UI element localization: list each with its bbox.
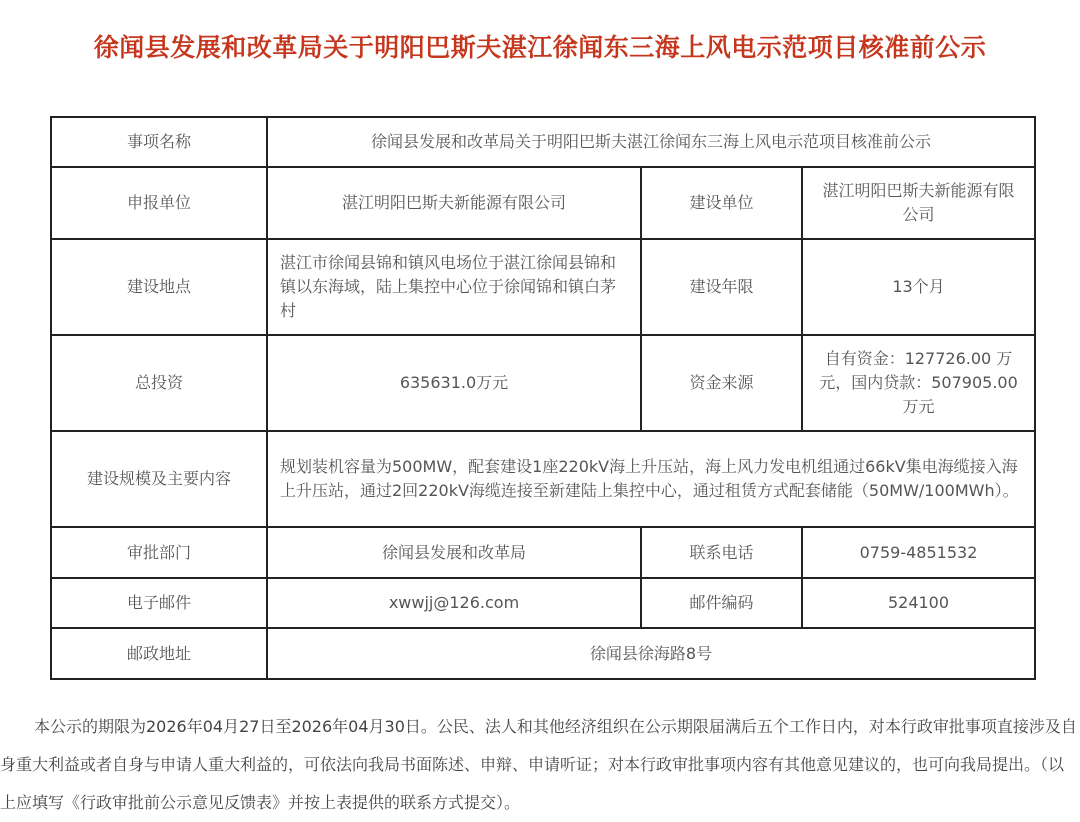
period: 13个月	[802, 239, 1035, 335]
label-applicant: 申报单位	[51, 167, 267, 239]
label-phone: 联系电话	[641, 527, 802, 578]
investment: 635631.0万元	[267, 335, 641, 431]
funding: 自有资金：127726.00 万元，国内贷款：507905.00 万元	[802, 335, 1035, 431]
label-period: 建设年限	[641, 239, 802, 335]
applicant: 湛江明阳巴斯夫新能源有限公司	[267, 167, 641, 239]
scope: 规划装机容量为500MW，配套建设1座220kV海上升压站，海上风力发电机组通过66kV集电海缆接入海上升压站，通过2回220kV海缆连接至新建陆上集控中心，通过租赁方式配套储能（50MW/100MWh）。	[267, 431, 1035, 527]
label-zip: 邮件编码	[641, 578, 802, 628]
item-name: 徐闻县发展和改革局关于明阳巴斯夫湛江徐闻东三海上风电示范项目核准前公示	[267, 117, 1035, 167]
label-funding: 资金来源	[641, 335, 802, 431]
email: xwwjj@126.com	[267, 578, 641, 628]
label-dept: 审批部门	[51, 527, 267, 578]
phone: 0759-4851532	[802, 527, 1035, 578]
builder: 湛江明阳巴斯夫新能源有限公司	[802, 167, 1035, 239]
label-investment: 总投资	[51, 335, 267, 431]
label-location: 建设地点	[51, 239, 267, 335]
location: 湛江市徐闻县锦和镇风电场位于湛江徐闻县锦和镇以东海域，陆上集控中心位于徐闻锦和镇白茅村	[267, 239, 641, 335]
address: 徐闻县徐海路8号	[267, 628, 1035, 679]
page-title: 徐闻县发展和改革局关于明阳巴斯夫湛江徐闻东三海上风电示范项目核准前公示	[93, 33, 987, 62]
info-table	[50, 116, 1036, 680]
dept: 徐闻县发展和改革局	[267, 527, 641, 578]
label-item-name: 事项名称	[51, 117, 267, 167]
label-builder: 建设单位	[641, 167, 802, 239]
notice-paragraph: 本公示的期限为2026年04月27日至2026年04月30日。公民、法人和其他经济组织在公示期限届满后五个工作日内，对本行政审批事项直接涉及自身重大利益或者自身与申请人重大利益的，可依法向我局书面陈述、申辩、申请听证；对本行政审批事项内容有其他意见建议的，也可向我局提出。（以上应填写《行政审批前公示意见反馈表》并按上表提供的联系方式提交）。	[0, 717, 1077, 812]
label-email: 电子邮件	[51, 578, 267, 628]
label-address: 邮政地址	[51, 628, 267, 679]
zip: 524100	[802, 578, 1035, 628]
label-scope: 建设规模及主要内容	[51, 431, 267, 527]
